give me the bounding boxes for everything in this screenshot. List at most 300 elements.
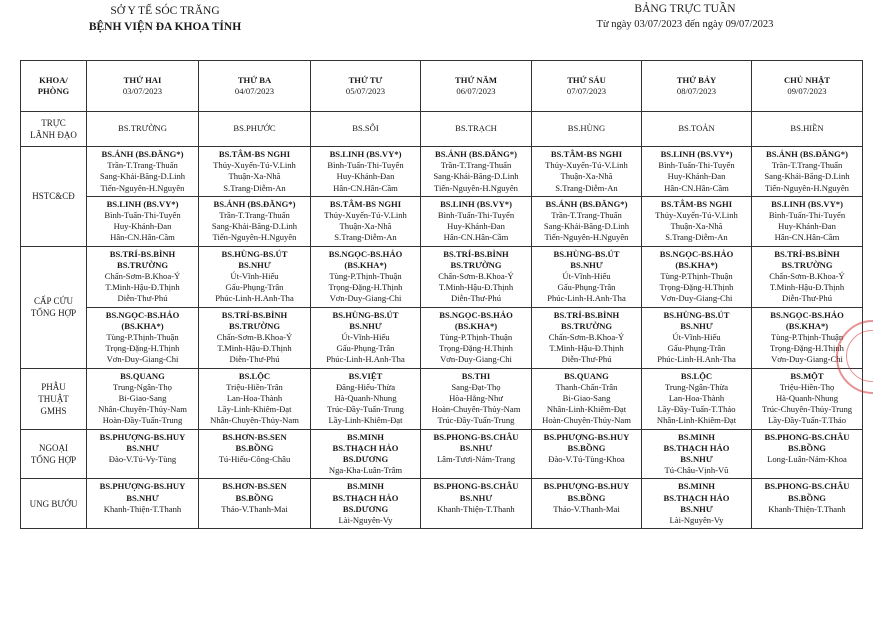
staff-names: Thuận-Xa-Nhã xyxy=(228,171,281,182)
staff-names: Lài-Nguyên-Vy xyxy=(338,515,393,526)
day-header xyxy=(421,61,532,112)
staff-names: Út-Vĩnh-Hiếu xyxy=(341,332,390,343)
staff-names: Chấn-Sơm-B.Khoa-Ý xyxy=(104,271,181,282)
doctor-name: BS.THẠCH HẢO xyxy=(663,442,730,453)
staff-names: Gấu-Phụng-Trân xyxy=(557,282,616,293)
doctor-name: BS.BỒNG xyxy=(567,442,606,453)
doctor-name: BS.THẠCH HẢO xyxy=(332,492,399,503)
staff-names: Trúc-Đầy-Tuấn-Trung xyxy=(437,415,515,426)
doctor-name: BS.HƠN-BS.SEN xyxy=(222,481,287,492)
staff-names: Huy-Khánh-Đan xyxy=(336,171,395,182)
staff-names: Diễn-Thư-Phú xyxy=(781,293,832,304)
doctor-name: BS.TRÍ-BS.BÌNH xyxy=(221,309,288,320)
duty-cell xyxy=(199,147,311,197)
corner-label: KHOA/ PHÒNG xyxy=(21,61,87,112)
department-label: PHẪU THUẬT GMHS xyxy=(21,368,87,429)
duty-cell xyxy=(421,196,532,246)
staff-names: Nhân-Linh-Khiêm-Đạt xyxy=(546,404,627,415)
duty-cell xyxy=(752,147,863,197)
staff-names: Bình-Tuấn-Thi-Tuyến xyxy=(104,210,181,221)
day-date: 07/07/2023 xyxy=(566,86,607,96)
staff-names: Thanh-Chấn-Trân xyxy=(555,381,618,392)
doctor-name: BS.PHƯỢNG-BS.HUY xyxy=(99,431,186,442)
staff-names: Út-Vĩnh-Hiếu xyxy=(562,271,611,282)
staff-names: S.Trang-Diễm-An xyxy=(223,182,286,193)
staff-names: Sang-Khải-Băng-D.Linh xyxy=(764,171,850,182)
doctor-name: BS.TOẢN xyxy=(678,123,715,134)
day-name: THỨ BẢY xyxy=(676,74,717,85)
staff-names: Sang-Khải-Băng-D.Linh xyxy=(433,171,519,182)
staff-names: Phúc-Linh-H.Anh-Tha xyxy=(657,354,736,365)
duty-cell xyxy=(532,307,642,368)
staff-names: Tú-Châu-Vịnh-Vũ xyxy=(664,465,729,476)
doctor-name: BS.DƯƠNG xyxy=(342,503,389,514)
doctor-name: BS.NGỌC-BS.HẢO xyxy=(105,309,180,320)
doctor-name: BS.NGỌC-BS.HẢO xyxy=(439,309,513,320)
doctor-name: BS.TÂM-BS NGHI xyxy=(660,198,733,209)
doctor-name: BS.NHƯ xyxy=(459,492,493,503)
duty-cell xyxy=(421,147,532,197)
duty-cell xyxy=(199,479,311,529)
staff-names: Huy-Khánh-Đan xyxy=(447,221,505,232)
staff-names: Diễn-Thư-Phú xyxy=(117,293,168,304)
staff-names: Trung-Ngân-Thọ xyxy=(113,381,172,392)
document-header-right xyxy=(560,2,810,33)
staff-names: Hân-CN.Hân-Cầm xyxy=(774,232,840,243)
department-label: TRỰC LÃNH ĐẠO xyxy=(21,112,87,147)
doctor-name: BS.PHƯỢNG-BS.HUY xyxy=(99,481,186,492)
staff-names: Trần-T.Trang-Thuấn xyxy=(771,160,843,171)
duty-cell xyxy=(199,196,311,246)
duty-cell xyxy=(199,246,311,307)
staff-names: Trúc-Chuyên-Thủy-Trung xyxy=(761,404,853,415)
staff-names: Tùng-P.Thịnh-Thuận xyxy=(439,332,513,343)
doctor-name: BS.LINH (BS.VY*) xyxy=(440,198,512,209)
staff-names: Nhân-Chuyên-Thủy-Nam xyxy=(98,404,187,415)
doctor-name: BS.PHƯỢNG-BS.HUY xyxy=(543,481,630,492)
doctor-name: BS.PHƯỚC xyxy=(233,123,276,134)
day-date: 09/07/2023 xyxy=(787,86,827,96)
staff-names: Bình-Tuấn-Thi-Tuyến xyxy=(437,210,515,221)
duty-cell xyxy=(642,429,752,479)
day-header xyxy=(199,61,311,112)
doctor-name: BS.NHƯ xyxy=(680,454,713,465)
staff-names: Vơn-Duy-Giang-Chi xyxy=(771,354,843,365)
day-date: 04/07/2023 xyxy=(234,86,275,96)
doctor-name: BS.TRÍ-BS.BÌNH xyxy=(553,309,620,320)
staff-names: Hoàn-Đầy-Tuấn-Trung xyxy=(102,415,183,426)
day-name: CHỦ NHẬT xyxy=(783,74,831,85)
staff-names: Trọng-Đặng-H.Thịnh xyxy=(770,343,844,354)
duty-cell xyxy=(311,147,421,197)
staff-names: Trần-T.Trang-Thuấn xyxy=(219,210,290,221)
doctor-name: BS.HIỀN xyxy=(790,123,824,134)
staff-names: Hòa-Hằng-Như xyxy=(449,393,503,404)
duty-cell xyxy=(532,147,642,197)
duty-cell xyxy=(311,479,421,529)
doctor-name: BS.LỘC xyxy=(238,370,271,381)
staff-names: Gấu-Phụng-Trân xyxy=(336,343,395,354)
duty-cell xyxy=(199,368,311,429)
doctor-name: BS.BỒNG xyxy=(567,492,606,503)
duty-cell xyxy=(421,479,532,529)
staff-names: Chấn-Sơm-B.Khoa-Ý xyxy=(548,332,625,343)
staff-names: Phúc-Linh-H.Anh-Tha xyxy=(547,293,626,304)
staff-names: Hân-CN.Hân-Cầm xyxy=(110,232,175,243)
staff-names: Tùng-P.Thịnh-Thuận xyxy=(106,332,179,343)
duty-cell xyxy=(532,196,642,246)
staff-names: Tiến-Nguyên-H.Nguyên xyxy=(100,182,185,193)
staff-names: S.Trang-Diễm-An xyxy=(555,182,618,193)
duty-cell xyxy=(311,112,421,147)
day-header-row xyxy=(21,61,863,112)
doctor-name: BS.TÂM-BS NGHI xyxy=(329,198,402,209)
staff-names: Triệu-Hiền-Trân xyxy=(226,381,283,392)
staff-names: Hoàn-Chuyên-Thủy-Nam xyxy=(431,404,521,415)
staff-names: Trọng-Đặng-H.Thịnh xyxy=(439,343,513,354)
doctor-name: BS.NHƯ xyxy=(126,442,159,453)
table-row xyxy=(21,307,863,368)
doctor-name: BS.NGỌC-BS.HẢO xyxy=(659,248,734,259)
staff-names: Bi-Giao-Sang xyxy=(562,393,611,404)
staff-names: Lâm-Tươi-Nám-Trang xyxy=(436,454,516,465)
staff-names: Tiến-Nguyên-H.Nguyên xyxy=(212,232,297,243)
doctor-name: BS.MINH xyxy=(346,431,384,442)
doctor-name: BS.BỒNG xyxy=(235,492,274,503)
doctor-name: BS.HÙNG xyxy=(567,123,606,134)
doctor-name: BS.HÙNG-BS.ÚT xyxy=(663,309,730,320)
doctor-name: BS.TRƯỜNG xyxy=(116,259,168,270)
staff-names: Huy-Khánh-Đan xyxy=(778,221,836,232)
duty-cell xyxy=(752,246,863,307)
day-header xyxy=(642,61,752,112)
staff-names: Phúc-Linh-H.Anh-Tha xyxy=(326,354,405,365)
department-label: HSTC&CĐ xyxy=(21,147,87,247)
staff-names: Vơn-Duy-Giang-Chi xyxy=(660,293,733,304)
table-row xyxy=(21,246,863,307)
day-header xyxy=(311,61,421,112)
day-date: 06/07/2023 xyxy=(456,86,496,96)
staff-names: Thảo-V.Thanh-Mai xyxy=(221,503,288,514)
doctor-name: BS.NGỌC-BS.HẢO xyxy=(328,248,403,259)
duty-cell xyxy=(311,196,421,246)
doctor-name: BS.HÙNG-BS.ÚT xyxy=(553,248,620,259)
doctor-name: BS.NHƯ xyxy=(349,320,382,331)
doctor-name: BS.BỒNG xyxy=(235,442,274,453)
doctor-name: BS.TRƯỜNG xyxy=(781,259,833,270)
doctor-name: BS.PHONG-BS.CHÂU xyxy=(433,481,519,492)
doctor-name: BS.ÁNH (BS.ĐĂNG*) xyxy=(101,149,184,159)
duty-cell xyxy=(532,246,642,307)
doctor-name: BS.TRƯỜNG xyxy=(560,320,612,331)
staff-names: Bình-Tuấn-Thi-Tuyến xyxy=(768,210,846,221)
duty-cell xyxy=(199,112,311,147)
staff-names: Út-Vĩnh-Hiếu xyxy=(230,271,279,282)
duty-cell xyxy=(311,429,421,479)
table-row xyxy=(21,479,863,529)
duty-cell xyxy=(642,112,752,147)
doctor-name: BS.LỘC xyxy=(680,370,713,381)
doctor-name: BS.PHƯỢNG-BS.HUY xyxy=(543,431,630,442)
duty-cell xyxy=(642,368,752,429)
duty-cell xyxy=(421,368,532,429)
staff-names: Hân-CN.Hân-Cầm xyxy=(443,232,509,243)
staff-names: T.Minh-Hậu-Đ.Thịnh xyxy=(217,343,292,354)
duty-cell xyxy=(532,429,642,479)
doctor-name: BS.NHƯ xyxy=(570,259,603,270)
duty-cell xyxy=(642,479,752,529)
date-range: Từ ngày 03/07/2023 đến ngày 09/07/2023 xyxy=(596,19,774,30)
staff-names: Chấn-Sơm-B.Khoa-Ý xyxy=(769,271,845,282)
day-header xyxy=(87,61,199,112)
staff-names: Lầy-Linh-Khiêm-Đạt xyxy=(328,415,403,426)
day-name: THỨ TƯ xyxy=(348,74,383,85)
doctor-name: BS.BỒNG xyxy=(788,442,826,453)
duty-cell xyxy=(87,307,199,368)
duty-cell xyxy=(421,307,532,368)
doctor-name: BS.ÁNH (BS.ĐĂNG*) xyxy=(213,198,296,209)
doctor-name: BS.SÔI xyxy=(352,123,379,134)
doctor-name: BS.TRÍ-BS.BÌNH xyxy=(774,248,840,259)
staff-names: Sang-Khải-Băng-D.Linh xyxy=(99,171,186,182)
day-name: THỨ SÁU xyxy=(567,74,606,85)
staff-names: Diễn-Thư-Phú xyxy=(561,354,612,365)
staff-names: Lan-Hoa-Thành xyxy=(668,393,725,404)
staff-names: T.Minh-Hậu-Đ.Thịnh xyxy=(438,282,514,293)
staff-names: Lài-Nguyên-Vy xyxy=(669,515,724,526)
staff-names: Lầy-Đầy-Tuấn-T.Thảo xyxy=(767,415,847,426)
doctor-name: BS.ÁNH (BS.ĐĂNG*) xyxy=(766,149,848,159)
doctor-name: BS.NHƯ xyxy=(459,442,493,453)
doctor-name: BS.NHƯ xyxy=(680,503,713,514)
duty-cell xyxy=(87,112,199,147)
day-header xyxy=(752,61,863,112)
document-title: BẢNG TRỰC TUẦN xyxy=(634,3,736,15)
table-row xyxy=(21,429,863,479)
duty-cell xyxy=(532,479,642,529)
staff-names: Trọng-Đặng-H.Thịnh xyxy=(659,282,734,293)
staff-names: Gấu-Phụng-Trân xyxy=(667,343,726,354)
doctor-name: BS.TRÍ-BS.BÌNH xyxy=(109,248,176,259)
duty-cell xyxy=(311,368,421,429)
doctor-name: BS.VIỆT xyxy=(348,370,383,381)
staff-names: Tiến-Nguyên-H.Nguyên xyxy=(544,232,629,243)
doctor-name: BS.NGỌC-BS.HẢO xyxy=(770,309,844,320)
staff-names: Phúc-Linh-H.Anh-Tha xyxy=(215,293,294,304)
staff-names: Vơn-Duy-Giang-Chi xyxy=(106,354,179,365)
day-name: THỨ NĂM xyxy=(455,74,497,85)
doctor-name: BS.HÙNG-BS.ÚT xyxy=(221,248,288,259)
staff-names: Triệu-Hiền-Thọ xyxy=(779,381,835,392)
roster-body xyxy=(21,112,863,529)
duty-cell xyxy=(311,307,421,368)
staff-names: Tùng-P.Thịnh-Thuận xyxy=(770,332,844,343)
staff-names: Tùng-P.Thịnh-Thuận xyxy=(660,271,733,282)
doctor-name: BS.NHƯ xyxy=(238,259,271,270)
doctor-name: BS.LINH (BS.VY*) xyxy=(106,198,179,209)
doctor-name: BS.ÁNH (BS.ĐĂNG*) xyxy=(545,198,628,209)
staff-names: Hoàn-Chuyên-Thủy-Nam xyxy=(542,415,631,426)
day-date: 05/07/2023 xyxy=(345,86,386,96)
duty-cell xyxy=(752,112,863,147)
doctor-name: BS.THẠCH HẢO xyxy=(332,442,399,453)
duty-cell xyxy=(87,429,199,479)
doctor-name: BS.MINH xyxy=(677,481,715,492)
doctor-name: BS.BỒNG xyxy=(788,492,826,503)
staff-names: Nhân-Linh-Khiêm-Đạt xyxy=(656,415,737,426)
staff-names: Long-Luân-Nám-Khoa xyxy=(767,454,847,465)
staff-names: Khanh-Thiện-T.Thanh xyxy=(437,503,515,514)
staff-names: Vơn-Duy-Giang-Chi xyxy=(440,354,512,365)
doctor-name: BS.LINH (BS.VY*) xyxy=(329,149,402,159)
doctor-name: BS.PHONG-BS.CHÂU xyxy=(433,431,519,442)
department-label: CẤP CỨU TỔNG HỢP xyxy=(21,246,87,368)
staff-names: Hà-Quanh-Nhung xyxy=(775,393,839,404)
staff-names: Trọng-Đặng-H.Thịnh xyxy=(105,343,180,354)
hospital-name: BỆNH VIỆN ĐA KHOA TỈNH xyxy=(88,21,242,33)
doctor-name: BS.TRẠCH xyxy=(455,123,497,134)
staff-names: Trần-T.Trang-Thuấn xyxy=(440,160,512,171)
doctor-name: BS.MỘT xyxy=(790,370,824,381)
staff-names: Lầy-Linh-Khiêm-Đạt xyxy=(217,404,292,415)
staff-names: Tú-Hiếu-Công-Châu xyxy=(218,454,291,465)
doctor-name: BS.TÂM-BS NGHI xyxy=(550,149,623,159)
staff-names: S.Trang-Diễm-An xyxy=(665,232,728,243)
duty-cell xyxy=(752,429,863,479)
doctor-name: BS.ÁNH (BS.ĐĂNG*) xyxy=(435,149,517,159)
staff-names: Trần-T.Trang-Thuấn xyxy=(551,210,622,221)
doctor-name: BS.MINH xyxy=(346,481,384,492)
staff-names: Tiến-Nguyên-H.Nguyên xyxy=(434,182,518,193)
staff-names: Đào-V.Tú-Tùng-Khoa xyxy=(548,454,625,465)
doctor-name: BS.THI xyxy=(461,370,491,381)
duty-cell xyxy=(87,196,199,246)
staff-names: Huy-Khánh-Đan xyxy=(113,221,172,232)
staff-names: Khanh-Thiện-T.Thanh xyxy=(768,503,846,514)
staff-names: Hân-CN.Hân-Cầm xyxy=(333,182,398,193)
doctor-name: BS.NHƯ xyxy=(126,492,159,503)
staff-names: T.Minh-Hậu-Đ.Thịnh xyxy=(549,343,624,354)
doctor-name: BS.NHƯ xyxy=(680,320,713,331)
duty-cell xyxy=(642,246,752,307)
doctor-name: BS.HÙNG-BS.ÚT xyxy=(332,309,399,320)
staff-names: Hân-CN.Hân-Cầm xyxy=(664,182,729,193)
doctor-name: BS.PHONG-BS.CHÂU xyxy=(764,481,850,492)
duty-cell xyxy=(421,112,532,147)
day-name: THỨ HAI xyxy=(123,74,162,85)
doctor-name: BS.DƯƠNG xyxy=(342,454,389,465)
doctor-name: BS.TRƯỜNG xyxy=(118,123,167,134)
staff-names: Bi-Giao-Sang xyxy=(118,393,167,404)
staff-names: Sang-Khải-Băng-D.Linh xyxy=(211,221,298,232)
staff-names: Tùng-P.Thịnh-Thuận xyxy=(329,271,402,282)
staff-names: Chấn-Sơm-B.Khoa-Ý xyxy=(216,332,293,343)
doctor-name: BS.QUANG xyxy=(120,370,165,381)
staff-names: Vơn-Duy-Giang-Chi xyxy=(329,293,402,304)
staff-names: Thủy-Xuyến-Tú-V.Linh xyxy=(655,210,738,221)
doctor-name: BS.LINH (BS.VY*) xyxy=(660,149,733,159)
day-date: 03/07/2023 xyxy=(122,86,163,96)
duty-cell xyxy=(642,196,752,246)
staff-names: Thảo-V.Thanh-Mai xyxy=(553,503,620,514)
staff-names: Bình-Tuấn-Thi-Tuyến xyxy=(327,160,404,171)
doctor-name: BS.QUANG xyxy=(564,370,609,381)
staff-names: Trọng-Đặng-H.Thịnh xyxy=(328,282,403,293)
staff-names: Diễn-Thư-Phú xyxy=(450,293,501,304)
doctor-name: BS.LINH (BS.VY*) xyxy=(771,198,843,209)
staff-names: Trung-Ngân-Thừa xyxy=(664,381,729,392)
duty-cell xyxy=(87,246,199,307)
doctor-name: (BS.KHA*) xyxy=(454,320,498,331)
staff-names: Bình-Tuấn-Thi-Tuyến xyxy=(658,160,735,171)
doctor-name: BS.TRÍ-BS.BÌNH xyxy=(443,248,509,259)
staff-names: Khanh-Thiện-T.Thanh xyxy=(103,503,182,514)
staff-names: Thuận-Xa-Nhã xyxy=(339,221,392,232)
table-row xyxy=(21,112,863,147)
staff-names: Nga-Kha-Luân-Trâm xyxy=(328,465,403,476)
staff-names: Tiến-Nguyên-H.Nguyên xyxy=(765,182,849,193)
duty-cell xyxy=(421,246,532,307)
staff-names: Trúc-Đầy-Tuấn-Trung xyxy=(327,404,404,415)
day-header xyxy=(532,61,642,112)
table-row xyxy=(21,368,863,429)
duty-cell xyxy=(311,246,421,307)
doctor-name: (BS.KHA*) xyxy=(344,259,387,270)
staff-names: Thuận-Xa-Nhã xyxy=(560,171,613,182)
duty-cell xyxy=(532,112,642,147)
duty-roster-table xyxy=(20,60,863,529)
duty-cell xyxy=(642,307,752,368)
staff-names: Đăng-Hiếu-Thừa xyxy=(335,381,396,392)
document-header-left xyxy=(60,4,270,36)
duty-cell xyxy=(532,368,642,429)
doctor-name: BS.TRƯỜNG xyxy=(228,320,280,331)
doctor-name: BS.PHONG-BS.CHÂU xyxy=(764,431,850,442)
doctor-name: BS.TÂM-BS NGHI xyxy=(218,149,291,159)
doctor-name: BS.MINH xyxy=(677,431,715,442)
duty-cell xyxy=(752,196,863,246)
staff-names: Trần-T.Trang-Thuấn xyxy=(107,160,178,171)
doctor-name: BS.TRƯỜNG xyxy=(450,259,502,270)
department-label: NGOẠI TỔNG HỢP xyxy=(21,429,87,479)
duty-cell xyxy=(642,147,752,197)
day-date: 08/07/2023 xyxy=(676,86,717,96)
staff-names: Sang-Khải-Băng-D.Linh xyxy=(543,221,630,232)
staff-names: Thuận-Xa-Nhã xyxy=(670,221,723,232)
table-row xyxy=(21,196,863,246)
duty-cell xyxy=(87,368,199,429)
department-name: SỞ Y TẾ SÓC TRĂNG xyxy=(110,5,220,17)
staff-names: Huy-Khánh-Đan xyxy=(667,171,726,182)
duty-cell xyxy=(421,429,532,479)
staff-names: Lan-Hoa-Thành xyxy=(226,393,283,404)
duty-cell xyxy=(87,147,199,197)
staff-names: Thủy-Xuyến-Tú-V.Linh xyxy=(545,160,628,171)
doctor-name: BS.HƠN-BS.SEN xyxy=(222,431,287,442)
doctor-name: BS.THẠCH HẢO xyxy=(663,492,730,503)
duty-cell xyxy=(752,479,863,529)
doctor-name: (BS.KHA*) xyxy=(785,320,829,331)
duty-cell xyxy=(199,429,311,479)
duty-cell xyxy=(87,479,199,529)
staff-names: Chấn-Sơm-B.Khoa-Ý xyxy=(438,271,514,282)
staff-names: T.Minh-Hậu-Đ.Thịnh xyxy=(105,282,180,293)
staff-names: Đào-V.Tú-Vy-Tùng xyxy=(108,454,177,465)
staff-names: T.Minh-Hậu-Đ.Thịnh xyxy=(769,282,845,293)
staff-names: Gấu-Phụng-Trân xyxy=(225,282,284,293)
doctor-name: (BS.KHA*) xyxy=(675,259,718,270)
staff-names: Hà-Quanh-Nhung xyxy=(334,393,397,404)
